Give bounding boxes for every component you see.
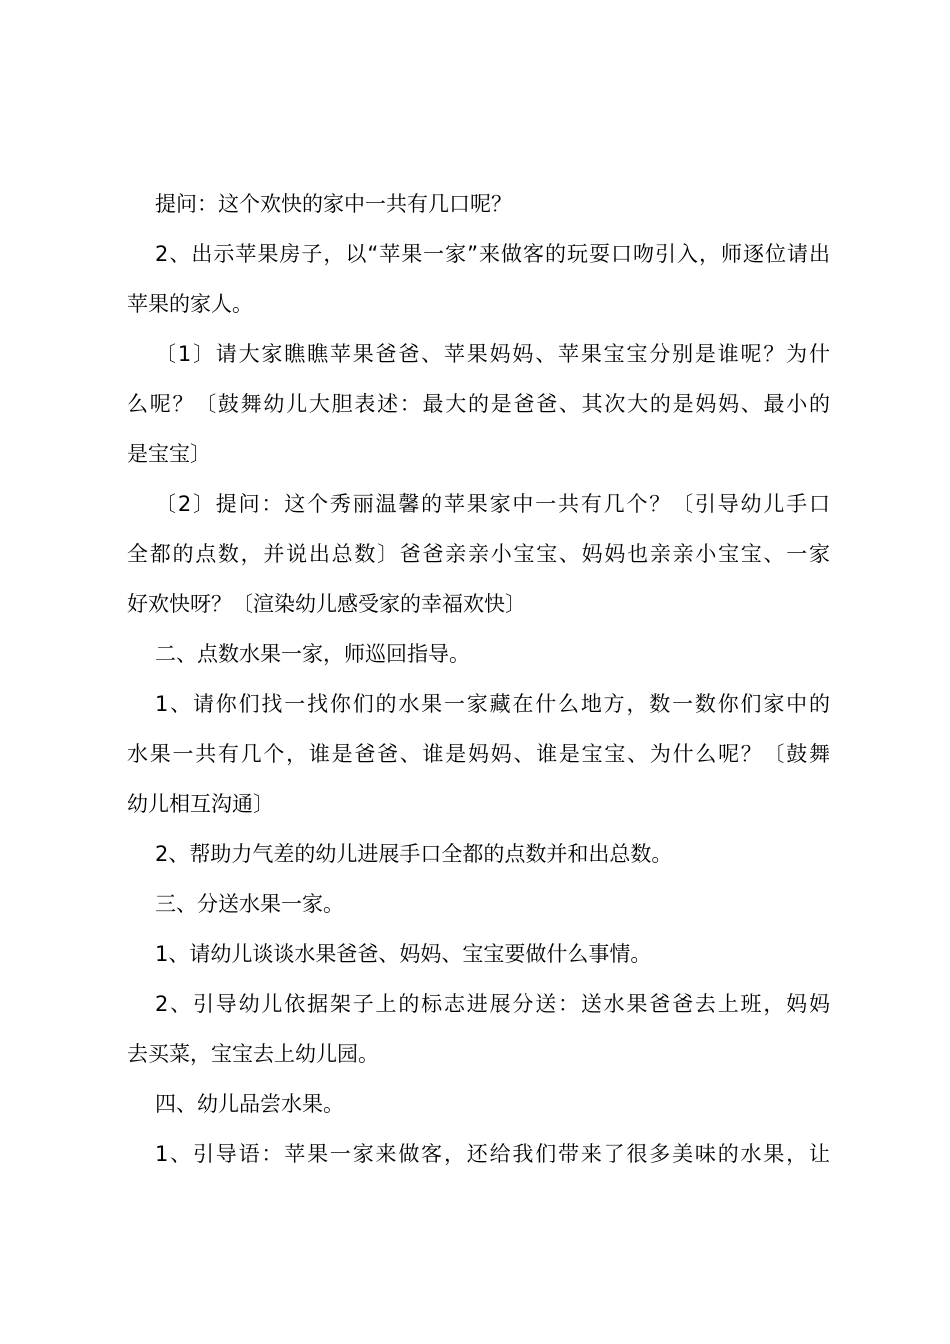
- text-line-13: 幼儿相互沟通〕: [127, 792, 274, 816]
- text-line-15: 三、分送水果一家。: [155, 892, 344, 916]
- text-line-17: 2、引导幼儿依据架子上的标志进展分送：送水果爸爸去上班，妈妈: [155, 992, 830, 1016]
- text-line-20: 1、引导语：苹果一家来做客，还给我们带来了很多美味的水果，让: [155, 1142, 830, 1166]
- text-line-8: 全都的点数，并说出总数〕爸爸亲亲小宝宝、妈妈也亲亲小宝宝、一家: [127, 542, 830, 566]
- text-line-16: 1、请幼儿谈谈水果爸爸、妈妈、宝宝要做什么事情。: [155, 942, 652, 966]
- text-line-3: 苹果的家人。: [127, 292, 253, 316]
- text-line-10: 二、点数水果一家，师巡回指导。: [155, 642, 470, 666]
- text-line-19: 四、幼儿品尝水果。: [155, 1092, 344, 1116]
- text-line-6: 是宝宝〕: [127, 442, 211, 466]
- text-line-7: 〔2〕提问：这个秀丽温馨的苹果家中一共有几个？〔引导幼儿手口: [155, 492, 830, 516]
- text-line-1: 提问：这个欢快的家中一共有几口呢？: [155, 192, 512, 216]
- text-line-18: 去买菜，宝宝去上幼儿园。: [127, 1042, 379, 1066]
- text-line-4: 〔1〕请大家瞧瞧苹果爸爸、苹果妈妈、苹果宝宝分别是谁呢？为什: [155, 342, 830, 366]
- text-line-5: 么呢？〔鼓舞幼儿大胆表述：最大的是爸爸、其次大的是妈妈、最小的: [127, 392, 830, 416]
- text-line-11: 1、请你们找一找你们的水果一家藏在什么地方，数一数你们家中的: [155, 692, 830, 716]
- text-line-9: 好欢快呀？〔渲染幼儿感受家的幸福欢快〕: [127, 592, 526, 616]
- text-line-12: 水果一共有几个，谁是爸爸、谁是妈妈、谁是宝宝、为什么呢？〔鼓舞: [127, 742, 830, 766]
- text-line-14: 2、帮助力气差的幼儿进展手口全都的点数并和出总数。: [155, 842, 673, 866]
- text-line-2: 2、出示苹果房子，以“苹果一家”来做客的玩耍口吻引入，师逐位请出: [155, 242, 830, 266]
